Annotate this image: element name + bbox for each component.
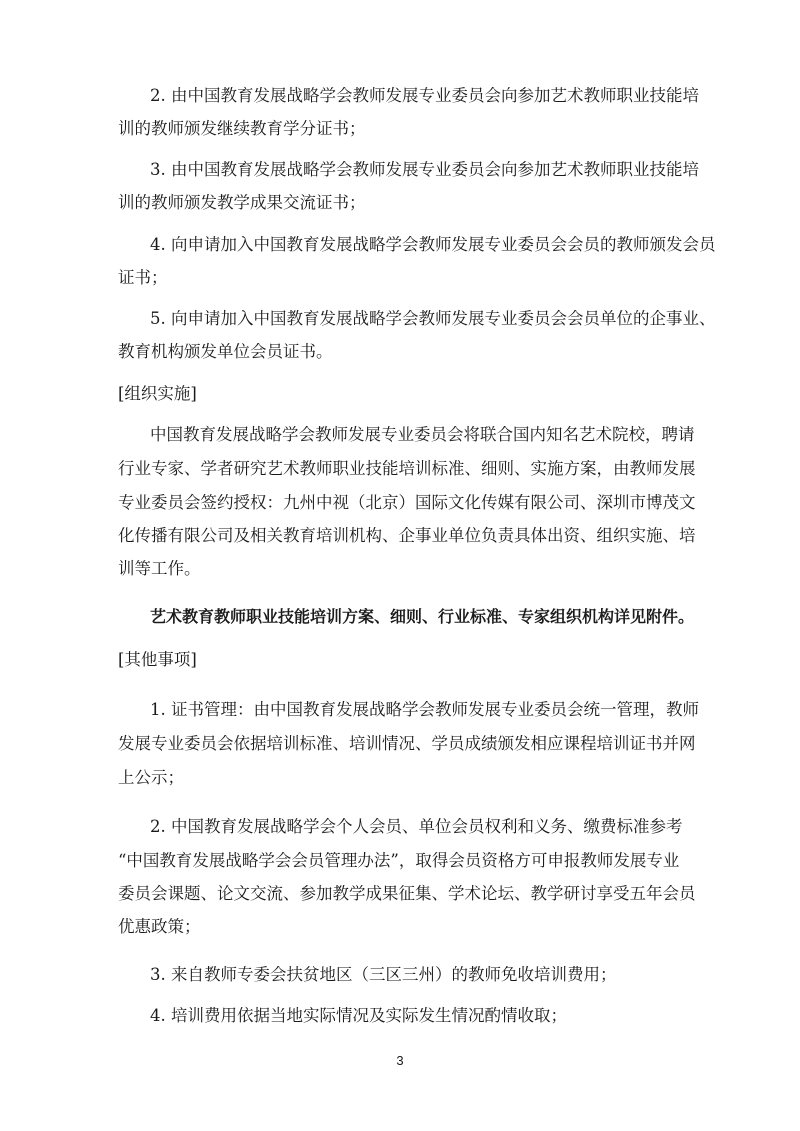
list-item-4-line-1: 4. 向申请加入中国教育发展战略学会教师发展专业委员会会员的教师颁发会员	[150, 235, 716, 254]
other-item-2-line-4: 优惠政策；	[118, 917, 201, 936]
other-item-3: 3. 来自教师专委会扶贫地区（三区三州）的教师免收培训费用；	[150, 965, 617, 984]
other-item-2-line-1: 2. 中国教育发展战略学会个人会员、单位会员权利和义务、缴费标准参考	[150, 817, 683, 836]
section-heading-organization: [组织实施]	[118, 384, 197, 403]
page-number: 3	[396, 1053, 404, 1068]
org-paragraph-line-1: 中国教育发展战略学会教师发展专业委员会将联合国内知名艺术院校，聘请	[150, 425, 695, 444]
other-item-1-line-2: 发展专业委员会依据培训标准、培训情况、学员成绩颁发相应课程培训证书并网	[118, 734, 696, 753]
other-item-1-line-3: 上公示；	[118, 768, 184, 787]
other-item-4: 4. 培训费用依据当地实际情况及实际发生情况酌情收取；	[150, 1006, 567, 1025]
other-item-2-line-2: “中国教育发展战略学会会员管理办法”，取得会员资格方可申报教师发展专业	[118, 851, 680, 870]
list-item-5-line-2: 教育机构颁发单位会员证书。	[118, 342, 333, 361]
list-item-5-line-1: 5. 向申请加入中国教育发展战略学会教师发展专业委员会会员单位的企事业、	[150, 309, 716, 328]
attachment-note: 艺术教育教师职业技能培训方案、细则、行业标准、专家组织机构详见附件。	[150, 607, 695, 626]
org-paragraph-line-2: 行业专家、学者研究艺术教师职业技能培训标准、细则、实施方案，由教师发展	[118, 459, 696, 478]
org-paragraph-line-4: 化传播有限公司及相关教育培训机构、企事业单位负责具体出资、组织实施、培	[118, 526, 696, 545]
org-paragraph-line-3: 专业委员会签约授权：九州中视（北京）国际文化传媒有限公司、深圳市博茂文	[118, 493, 696, 512]
list-item-3-line-1: 3. 由中国教育发展战略学会教师发展专业委员会向参加艺术教师职业技能培	[150, 160, 699, 179]
other-item-1-line-1: 1. 证书管理：由中国教育发展战略学会教师发展专业委员会统一管理，教师	[150, 700, 699, 719]
list-item-3-line-2: 训的教师颁发教学成果交流证书；	[118, 193, 366, 212]
org-paragraph-line-5: 训等工作。	[118, 559, 201, 578]
list-item-4-line-2: 证书；	[118, 268, 168, 287]
list-item-2-line-1: 2. 由中国教育发展战略学会教师发展专业委员会向参加艺术教师职业技能培	[150, 86, 699, 105]
list-item-2-line-2: 训的教师颁发继续教育学分证书；	[118, 119, 366, 138]
section-heading-other-matters: [其他事项]	[118, 650, 197, 669]
other-item-2-line-3: 委员会课题、论文交流、参加教学成果征集、学术论坛、教学研讨享受五年会员	[118, 884, 696, 903]
